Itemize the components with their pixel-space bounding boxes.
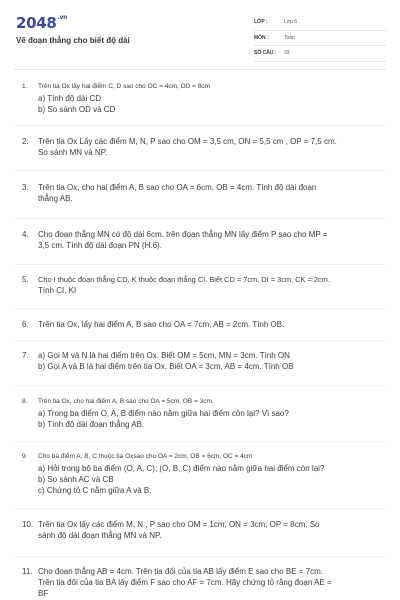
question-separator bbox=[14, 556, 386, 557]
question-text: c) Chứng tỏ C nằm giữa A và B. bbox=[38, 486, 152, 495]
question-text: Trên tia đối của tia BA lấy điểm F sao cho AF = 7cm. Hãy chứng tỏ rằng đoạn AE = bbox=[38, 578, 332, 587]
question-separator bbox=[14, 125, 386, 126]
question-text: Trên tia Ox, cho hai điểm A, B sao cho OA = 6cm, OB = 4cm. Tính độ dài đoạn bbox=[38, 183, 317, 192]
question-6 bbox=[22, 319, 378, 330]
meta-label: MÔN : bbox=[254, 34, 269, 41]
question-separator bbox=[14, 264, 386, 265]
page-title: Vẽ đoạn thẳng cho biết độ dài bbox=[16, 36, 130, 45]
question-separator bbox=[14, 508, 386, 509]
question-5 bbox=[22, 274, 378, 296]
question-text: a) Hỏi trong bộ ba điểm (O, A, C); (O, B, C) điểm nào nằm giữa hai điểm còn lại? bbox=[38, 464, 325, 473]
question-text: sánh độ dài đoạn thẳng MN và NP. bbox=[38, 531, 162, 540]
question-separator bbox=[14, 170, 386, 171]
question-text: a) Trong ba điểm O, A, B điểm nào nằm giữa hai điểm còn lại? Vì sao? bbox=[38, 409, 289, 418]
question-3 bbox=[22, 182, 378, 204]
question-text: Trên tia Ox, lấy hai điểm A, B sao cho OA = 7cm, AB = 2cm. Tính OB. bbox=[38, 320, 285, 329]
question-number: 9. bbox=[22, 453, 28, 460]
question-text: b) So sánh AC và CB bbox=[38, 475, 114, 484]
question-7 bbox=[22, 350, 378, 372]
question-separator bbox=[14, 385, 386, 386]
question-text: Trên tia Ox lấy các điểm M, N , P sao cho OM = 1cm; ON = 3cm; OP = 8cm. So bbox=[38, 520, 320, 529]
question-1-parts bbox=[22, 93, 378, 115]
question-text: Tính CI, KI bbox=[38, 286, 77, 295]
question-separator bbox=[14, 308, 386, 309]
question-number: 2. bbox=[22, 137, 29, 146]
question-separator bbox=[14, 218, 386, 219]
question-text: Cho I thuộc đoạn thẳng CD, K thuộc đoạn thẳng CI. Biết CD = 7cm, DI = 3cm, CK = 2cm. bbox=[38, 275, 330, 284]
question-text: a) Gọi M và N là hai điểm trên Ox. Biết OM = 5cm, MN = 3cm. Tính ON bbox=[38, 351, 290, 360]
meta-value: 33 bbox=[284, 50, 290, 57]
question-text: Trên tia Ox, cho hai điểm A, B sao cho OA = 5cm, OB = 3cm. bbox=[38, 398, 214, 405]
site-logo[interactable]: $2048^{.vn}$ bbox=[16, 14, 68, 32]
meta-label: LỚP : bbox=[254, 19, 268, 26]
question-8-parts bbox=[22, 408, 378, 430]
question-number: 10. bbox=[22, 520, 34, 529]
question-number: 11. bbox=[22, 567, 33, 576]
question-text: b) So sánh OD và CD bbox=[38, 105, 116, 114]
meta-value: Lớp 6 bbox=[284, 19, 298, 26]
logo-suffix: .vn bbox=[57, 14, 68, 21]
question-separator bbox=[14, 340, 386, 341]
question-text: So sánh MN và NP. bbox=[38, 148, 108, 157]
question-text: a) Tính độ dài CD bbox=[38, 94, 101, 103]
question-number: 7. bbox=[22, 351, 29, 360]
question-separator bbox=[14, 441, 386, 442]
question-number: 4. bbox=[22, 230, 29, 239]
question-number: 1. bbox=[22, 83, 28, 90]
meta-label: SỐ CÂU : bbox=[254, 50, 277, 57]
question-text: Cho đoạn thẳng MN có độ dài 6cm. trên đoạn thẳng MN lấy điểm P sao cho MP = bbox=[38, 230, 328, 239]
question-text: Cho đoạn thẳng AB = 4cm. Trên tia đối của tia AB lấy điểm E sao cho BE = 7cm. bbox=[38, 567, 324, 576]
question-11 bbox=[22, 566, 378, 599]
question-text: Trên tia Ox Lấy các điểm M, N, P sao cho OM = 3,5 cm, ON = 5,5 cm , OP = 7,5 cm. bbox=[38, 137, 337, 146]
question-text: thẳng AB. bbox=[38, 194, 73, 203]
question-number: 6. bbox=[22, 320, 29, 329]
question-4 bbox=[22, 229, 378, 251]
question-1 bbox=[22, 81, 378, 92]
question-9 bbox=[22, 451, 378, 462]
question-number: 5. bbox=[22, 275, 29, 284]
question-text: b) Tính độ dài đoạn thẳng AB. bbox=[38, 420, 145, 429]
question-text: BF bbox=[38, 589, 49, 598]
question-text: b) Gọi A và B là hai điểm trên tia Ox. Biết OA = 3cm, AB = 4cm. Tính OB bbox=[38, 362, 294, 371]
meta-value: Toán bbox=[284, 34, 295, 41]
question-8 bbox=[22, 396, 378, 407]
question-number: 3. bbox=[22, 183, 29, 192]
question-text: Cho ba điểm A, B, C thuộc tia Oxsao cho OA = 2cm, OB = 6cm, OC = 4cm bbox=[38, 453, 253, 460]
question-9-parts bbox=[22, 463, 378, 496]
question-10 bbox=[22, 519, 378, 541]
question-text: 3,5 cm. Tính độ dài đoạn PN (H.6). bbox=[38, 241, 162, 250]
question-number: 8. bbox=[22, 398, 28, 405]
question-2 bbox=[22, 136, 378, 158]
question-text: Trên tia Ox lấy hai điểm C, D sao cho OC = 4cm, OD = 8cm bbox=[38, 83, 211, 90]
